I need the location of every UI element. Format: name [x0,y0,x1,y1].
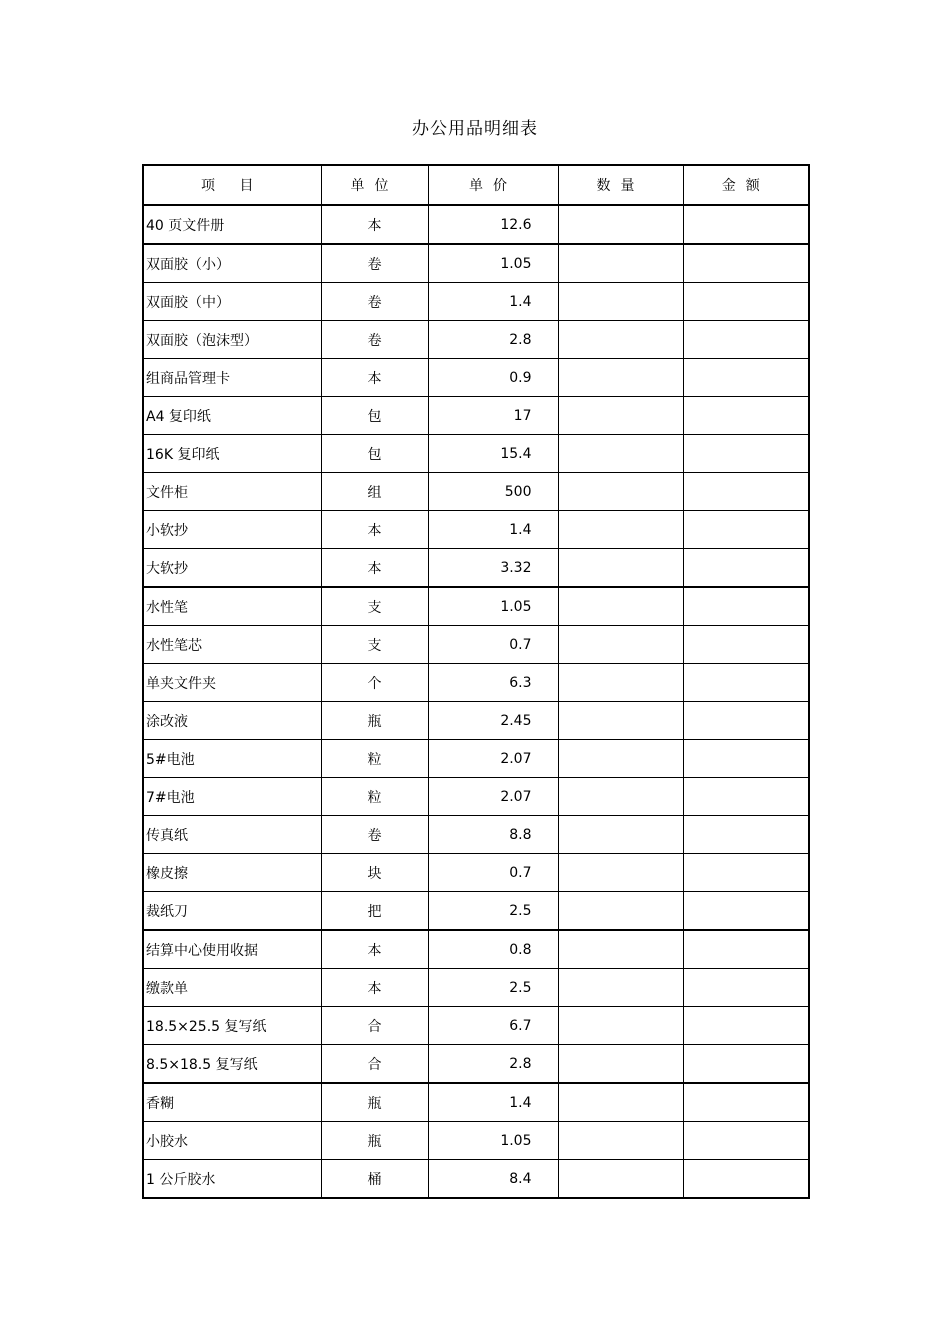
quantity-cell [558,1160,683,1199]
quantity-cell [558,511,683,549]
item-cell: 大软抄 [143,549,321,588]
quantity-cell [558,626,683,664]
quantity-cell [558,816,683,854]
amount-cell [683,549,809,588]
quantity-cell [558,283,683,321]
amount-cell [683,321,809,359]
amount-cell [683,1160,809,1199]
table-row [143,587,809,626]
price-cell: 17 [428,397,558,435]
table-row [143,1122,809,1160]
amount-cell [683,511,809,549]
unit-cell: 合 [321,1007,428,1045]
unit-cell: 瓶 [321,1083,428,1122]
quantity-cell [558,549,683,588]
quantity-cell [558,854,683,892]
unit-cell: 包 [321,397,428,435]
item-cell: 双面胶（中） [143,283,321,321]
amount-cell [683,816,809,854]
table-row [143,359,809,397]
item-cell: 7#电池 [143,778,321,816]
quantity-cell [558,740,683,778]
price-cell: 2.8 [428,321,558,359]
item-cell: 5#电池 [143,740,321,778]
table-row [143,1083,809,1122]
unit-cell: 块 [321,854,428,892]
item-cell: 小软抄 [143,511,321,549]
item-cell: 水性笔 [143,587,321,626]
quantity-cell [558,1083,683,1122]
unit-cell: 瓶 [321,702,428,740]
amount-cell [683,473,809,511]
amount-cell [683,1083,809,1122]
unit-cell: 本 [321,930,428,969]
table-row [143,549,809,588]
unit-cell: 包 [321,435,428,473]
table-row [143,1045,809,1084]
price-cell: 1.4 [428,1083,558,1122]
quantity-cell [558,359,683,397]
amount-cell [683,359,809,397]
unit-cell: 把 [321,892,428,931]
price-cell: 8.4 [428,1160,558,1199]
amount-cell [683,626,809,664]
table-row [143,244,809,283]
quantity-cell [558,664,683,702]
price-cell: 2.5 [428,969,558,1007]
price-cell: 0.7 [428,854,558,892]
table-row [143,1007,809,1045]
unit-cell: 个 [321,664,428,702]
header-quantity: 数量 [558,165,683,205]
unit-cell: 组 [321,473,428,511]
unit-cell: 支 [321,626,428,664]
item-cell: 1 公斤胶水 [143,1160,321,1199]
unit-cell: 卷 [321,321,428,359]
item-cell: 16K 复印纸 [143,435,321,473]
table-row [143,740,809,778]
item-cell: 文件柜 [143,473,321,511]
table-row [143,1160,809,1199]
amount-cell [683,930,809,969]
price-cell: 3.32 [428,549,558,588]
quantity-cell [558,969,683,1007]
item-cell: 18.5×25.5 复写纸 [143,1007,321,1045]
amount-cell [683,1007,809,1045]
amount-cell [683,1045,809,1084]
amount-cell [683,892,809,931]
quantity-cell [558,930,683,969]
table-row [143,205,809,244]
price-cell: 8.8 [428,816,558,854]
amount-cell [683,283,809,321]
table-row [143,283,809,321]
item-cell: 水性笔芯 [143,626,321,664]
item-cell: 结算中心使用收据 [143,930,321,969]
unit-cell: 本 [321,359,428,397]
unit-cell: 合 [321,1045,428,1084]
price-cell: 15.4 [428,435,558,473]
price-cell: 500 [428,473,558,511]
item-cell: 裁纸刀 [143,892,321,931]
amount-cell [683,587,809,626]
table-row [143,511,809,549]
quantity-cell [558,702,683,740]
table-row [143,397,809,435]
table-row [143,435,809,473]
price-cell: 6.7 [428,1007,558,1045]
amount-cell [683,205,809,244]
table-row [143,816,809,854]
table-row [143,778,809,816]
item-cell: 组商品管理卡 [143,359,321,397]
item-cell: 40 页文件册 [143,205,321,244]
table-row [143,626,809,664]
item-cell: 缴款单 [143,969,321,1007]
unit-cell: 支 [321,587,428,626]
header-price: 单价 [428,165,558,205]
quantity-cell [558,1122,683,1160]
header-item: 项 目 [143,165,321,205]
table-row [143,854,809,892]
unit-cell: 卷 [321,244,428,283]
price-cell: 1.4 [428,511,558,549]
price-cell: 1.4 [428,283,558,321]
quantity-cell [558,321,683,359]
price-cell: 0.8 [428,930,558,969]
unit-cell: 卷 [321,816,428,854]
table-row [143,473,809,511]
amount-cell [683,435,809,473]
item-cell: 单夹文件夹 [143,664,321,702]
table-row [143,702,809,740]
unit-cell: 瓶 [321,1122,428,1160]
amount-cell [683,702,809,740]
quantity-cell [558,778,683,816]
price-cell: 1.05 [428,1122,558,1160]
table-header-row [143,165,809,205]
amount-cell [683,969,809,1007]
price-cell: 0.9 [428,359,558,397]
quantity-cell [558,892,683,931]
price-cell: 2.45 [428,702,558,740]
quantity-cell [558,1045,683,1084]
amount-cell [683,740,809,778]
quantity-cell [558,1007,683,1045]
unit-cell: 本 [321,969,428,1007]
unit-cell: 卷 [321,283,428,321]
item-cell: 小胶水 [143,1122,321,1160]
header-unit: 单位 [321,165,428,205]
amount-cell [683,778,809,816]
item-cell: 涂改液 [143,702,321,740]
unit-cell: 本 [321,549,428,588]
price-cell: 0.7 [428,626,558,664]
unit-cell: 粒 [321,740,428,778]
quantity-cell [558,397,683,435]
table-row [143,664,809,702]
item-cell: 橡皮擦 [143,854,321,892]
price-cell: 12.6 [428,205,558,244]
price-cell: 2.07 [428,740,558,778]
price-cell: 6.3 [428,664,558,702]
header-amount: 金额 [683,165,809,205]
quantity-cell [558,205,683,244]
table-row [143,321,809,359]
quantity-cell [558,244,683,283]
office-supplies-table [142,164,810,1199]
quantity-cell [558,587,683,626]
unit-cell: 桶 [321,1160,428,1199]
item-cell: 香糊 [143,1083,321,1122]
amount-cell [683,244,809,283]
table-row [143,969,809,1007]
price-cell: 1.05 [428,587,558,626]
page-title: 办公用品明细表 [412,119,538,139]
table-row [143,892,809,931]
item-cell: 双面胶（泡沫型） [143,321,321,359]
price-cell: 2.8 [428,1045,558,1084]
price-cell: 2.07 [428,778,558,816]
item-cell: 双面胶（小） [143,244,321,283]
price-cell: 2.5 [428,892,558,931]
unit-cell: 本 [321,511,428,549]
item-cell: 8.5×18.5 复写纸 [143,1045,321,1084]
item-cell: 传真纸 [143,816,321,854]
amount-cell [683,397,809,435]
quantity-cell [558,473,683,511]
item-cell: A4 复印纸 [143,397,321,435]
amount-cell [683,664,809,702]
amount-cell [683,1122,809,1160]
table-row [143,930,809,969]
price-cell: 1.05 [428,244,558,283]
unit-cell: 本 [321,205,428,244]
unit-cell: 粒 [321,778,428,816]
amount-cell [683,854,809,892]
quantity-cell [558,435,683,473]
